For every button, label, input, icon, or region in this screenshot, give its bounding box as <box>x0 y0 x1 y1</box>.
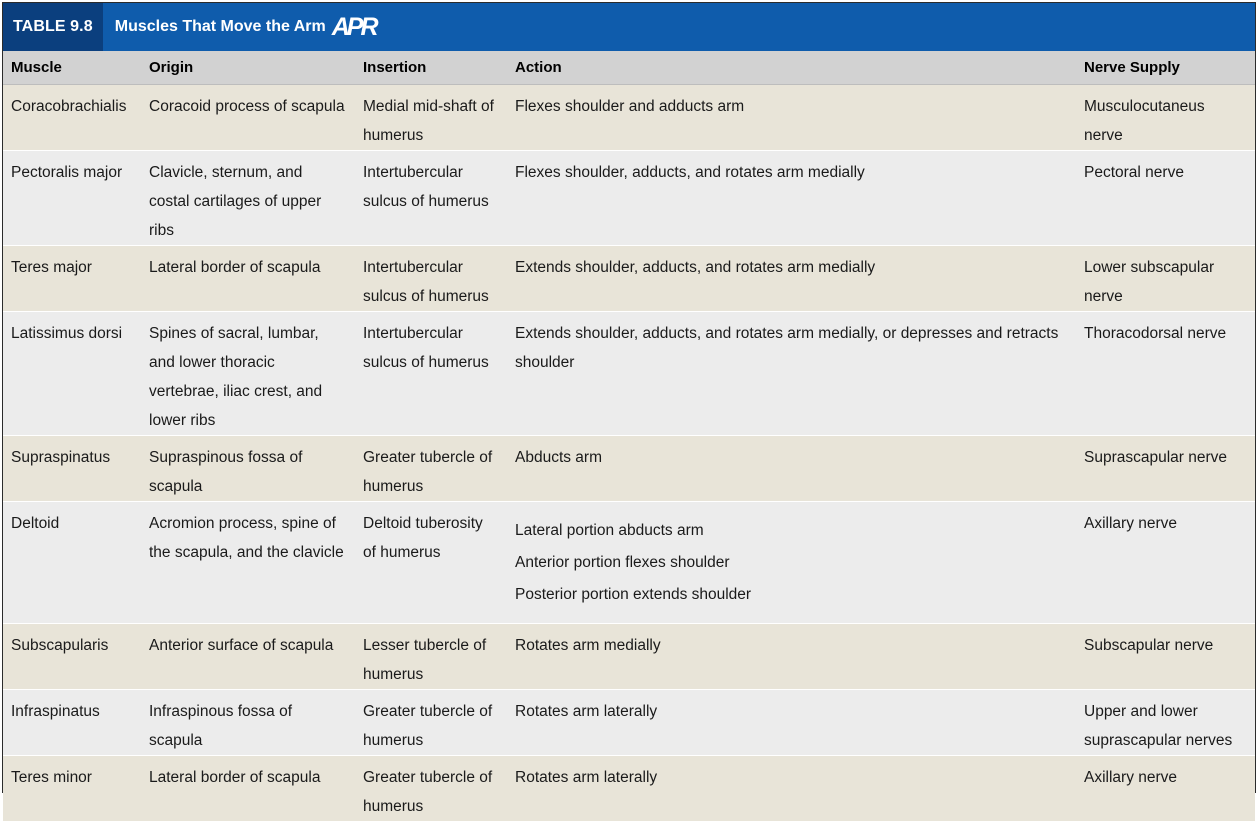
cell-origin: Clavicle, sternum, and costal cartilages of upper ribs <box>141 151 355 246</box>
column-header-muscle: Muscle <box>3 51 141 85</box>
cell-nerve: Lower subscapular nerve <box>1076 246 1255 312</box>
apr-logo[interactable]: APR <box>332 3 376 51</box>
cell-muscle: Teres minor <box>3 756 141 821</box>
cell-action: Extends shoulder, adducts, and rotates arm medially <box>507 246 1076 312</box>
column-header-origin: Origin <box>141 51 355 85</box>
table-row <box>3 246 1255 312</box>
header-row <box>3 51 1255 85</box>
cell-muscle: Latissimus dorsi <box>3 312 141 436</box>
cell-origin: Supraspinous fossa of scapula <box>141 436 355 502</box>
cell-action: Rotates arm medially <box>507 624 1076 690</box>
table-frame <box>2 2 1256 793</box>
cell-insertion: Lesser tubercle of humerus <box>355 624 507 690</box>
cell-origin: Coracoid process of scapula <box>141 85 355 151</box>
cell-muscle: Teres major <box>3 246 141 312</box>
cell-muscle: Pectoralis major <box>3 151 141 246</box>
table-row <box>3 151 1255 246</box>
cell-muscle: Deltoid <box>3 502 141 624</box>
table-row <box>3 436 1255 502</box>
action-line: Anterior portion flexes shoulder <box>515 553 1068 573</box>
cell-muscle: Subscapularis <box>3 624 141 690</box>
muscles-table <box>3 51 1255 821</box>
action-line: Posterior portion extends shoulder <box>515 585 1068 605</box>
cell-origin: Spines of sacral, lumbar, and lower thoracic vertebrae, iliac crest, and lower ribs <box>141 312 355 436</box>
cell-insertion: Intertubercular sulcus of humerus <box>355 151 507 246</box>
action-line: Lateral portion abducts arm <box>515 521 1068 541</box>
table-row <box>3 756 1255 821</box>
cell-action <box>507 502 1076 624</box>
table-title-bar <box>3 3 1255 51</box>
cell-insertion: Deltoid tuberosity of humerus <box>355 502 507 624</box>
cell-action: Extends shoulder, adducts, and rotates arm medially, or depresses and retracts shoulder <box>507 312 1076 436</box>
cell-muscle: Supraspinatus <box>3 436 141 502</box>
cell-insertion: Medial mid-shaft of humerus <box>355 85 507 151</box>
table-row <box>3 624 1255 690</box>
table-row <box>3 85 1255 151</box>
cell-origin: Acromion process, spine of the scapula, and the clavicle <box>141 502 355 624</box>
table-number: TABLE 9.8 <box>3 3 103 51</box>
cell-nerve: Axillary nerve <box>1076 756 1255 821</box>
cell-action: Abducts arm <box>507 436 1076 502</box>
cell-nerve: Pectoral nerve <box>1076 151 1255 246</box>
cell-insertion: Greater tubercle of humerus <box>355 436 507 502</box>
cell-nerve: Suprascapular nerve <box>1076 436 1255 502</box>
table-title: Muscles That Move the Arm <box>103 3 326 51</box>
cell-muscle: Coracobrachialis <box>3 85 141 151</box>
cell-action: Flexes shoulder and adducts arm <box>507 85 1076 151</box>
column-header-insertion: Insertion <box>355 51 507 85</box>
cell-origin: Lateral border of scapula <box>141 246 355 312</box>
column-header-nerve-supply: Nerve Supply <box>1076 51 1255 85</box>
cell-action: Rotates arm laterally <box>507 690 1076 756</box>
cell-insertion: Intertubercular sulcus of humerus <box>355 246 507 312</box>
cell-nerve: Musculocutaneus nerve <box>1076 85 1255 151</box>
cell-nerve: Axillary nerve <box>1076 502 1255 624</box>
table-row <box>3 690 1255 756</box>
cell-insertion: Greater tubercle of humerus <box>355 690 507 756</box>
cell-muscle: Infraspinatus <box>3 690 141 756</box>
cell-action: Rotates arm laterally <box>507 756 1076 821</box>
cell-insertion: Intertubercular sulcus of humerus <box>355 312 507 436</box>
cell-origin: Lateral border of scapula <box>141 756 355 821</box>
table-row <box>3 312 1255 436</box>
cell-nerve: Subscapular nerve <box>1076 624 1255 690</box>
cell-nerve: Thoracodorsal nerve <box>1076 312 1255 436</box>
table-row <box>3 502 1255 624</box>
cell-action: Flexes shoulder, adducts, and rotates arm medially <box>507 151 1076 246</box>
cell-origin: Anterior surface of scapula <box>141 624 355 690</box>
cell-insertion: Greater tubercle of humerus <box>355 756 507 821</box>
cell-origin: Infraspinous fossa of scapula <box>141 690 355 756</box>
column-header-action: Action <box>507 51 1076 85</box>
cell-nerve: Upper and lower suprascapular nerves <box>1076 690 1255 756</box>
